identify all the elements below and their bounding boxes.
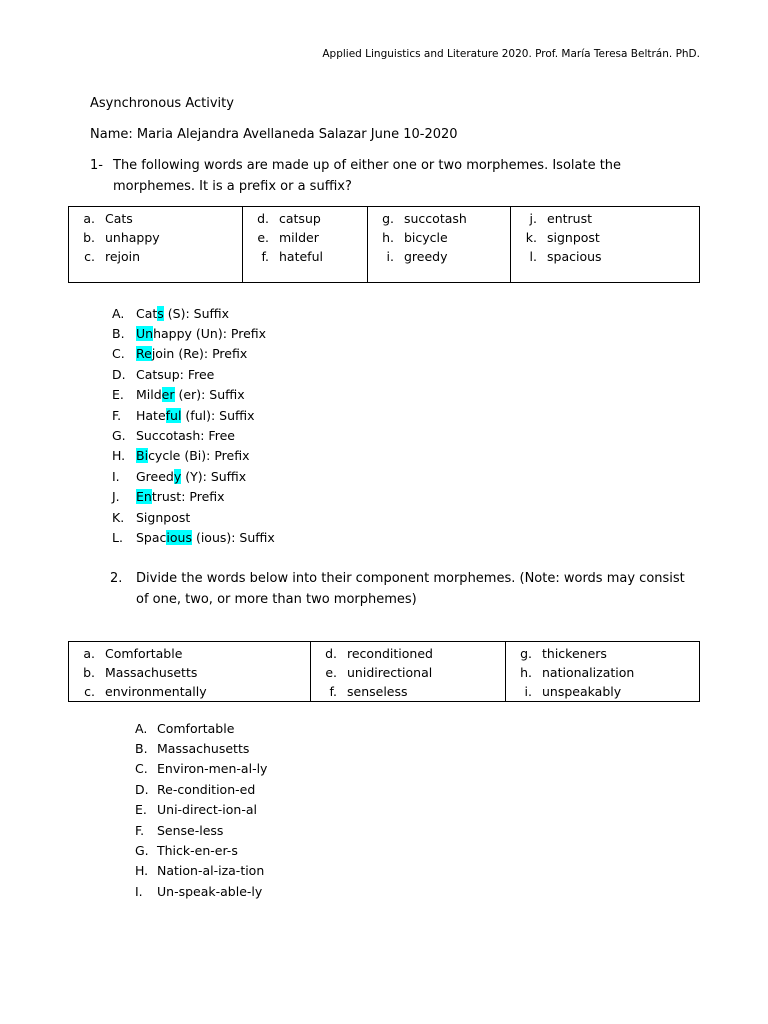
answer-1-text <box>136 367 214 382</box>
word-table-2-item-word: thickeners <box>542 646 607 661</box>
answer-2-text: Re-condition-ed <box>157 781 256 797</box>
answer-1-text-part: trust: Prefix <box>151 489 225 505</box>
word-table-1-item <box>69 247 242 266</box>
answer-1-text <box>136 326 266 341</box>
word-table-1-item-letter: e. <box>257 230 269 245</box>
word-table-1-item <box>243 209 367 228</box>
answer-1-text-part: Hate <box>136 407 166 423</box>
answer-2-item <box>135 840 267 860</box>
word-table-1 <box>68 206 700 283</box>
word-table-1-item <box>511 228 699 247</box>
word-table-1-item <box>511 247 699 266</box>
morpheme-highlight: s <box>157 305 164 321</box>
word-table-1-column <box>511 207 700 283</box>
answer-2-item <box>135 738 267 758</box>
word-table-1-item-word: rejoin <box>105 249 141 264</box>
word-table-1-item-word: milder <box>279 230 319 245</box>
answer-1-item <box>112 344 275 364</box>
word-table-1-item <box>243 228 367 247</box>
answer-1-item <box>112 405 275 425</box>
answer-1-letter: B. <box>112 326 125 342</box>
answer-2-text: Massachusetts <box>157 741 250 757</box>
word-table-1-item <box>368 228 510 247</box>
answer-2-text: Un-speak-able-ly <box>157 883 263 899</box>
word-table-2 <box>68 641 700 702</box>
word-table-2-item <box>311 663 505 682</box>
question-1 <box>90 155 702 197</box>
word-table-2-item-letter: f. <box>329 684 337 699</box>
morpheme-highlight: y <box>173 468 182 484</box>
word-table-2-item-word: environmentally <box>105 684 207 699</box>
answer-2-letter: D. <box>135 781 149 797</box>
morpheme-highlight: er <box>161 387 175 403</box>
answer-1-text-part: cycle (Bi): Prefix <box>148 448 250 464</box>
word-table-2-item <box>506 644 699 663</box>
word-table-1-item-letter: f. <box>261 249 269 264</box>
answer-2-text: Environ-men-al-ly <box>157 761 268 777</box>
word-table-2-item-word: reconditioned <box>347 646 433 661</box>
answer-1-item <box>112 487 275 507</box>
word-table-1-item-word: succotash <box>404 211 467 226</box>
answer-1-item <box>112 527 275 547</box>
answer-1-text <box>136 469 246 484</box>
answer-1-text-part: Catsup: Free <box>136 366 215 382</box>
answer-1-letter: I. <box>112 468 120 484</box>
word-table-1-item-word: signpost <box>547 230 600 245</box>
word-table-1-item-letter: l. <box>529 249 537 264</box>
answer-1-text <box>136 387 245 402</box>
question-1-text: The following words are made up of either one or two morphemes. Isolate the morphemes. It is a prefix or a suffix? <box>113 158 622 194</box>
answer-1-text-part: Succotash: Free <box>136 428 235 444</box>
word-table-2-item <box>506 663 699 682</box>
word-table-2-column <box>506 642 700 702</box>
answer-2-letter: H. <box>135 863 149 879</box>
answer-1-text-part: join (Re): Prefix <box>151 346 248 362</box>
word-table-2-item-word: unidirectional <box>347 665 433 680</box>
answer-1-letter: L. <box>112 529 123 545</box>
question-2-text: Divide the words below into their component morphemes. (Note: words may consist of one, two, or more than two morphemes) <box>136 571 685 607</box>
answer-1-letter: A. <box>112 305 125 321</box>
word-table-1-item-word: catsup <box>279 211 321 226</box>
word-table-1-item <box>368 209 510 228</box>
word-table-1-item-word: bicycle <box>404 230 448 245</box>
word-table-1-item-letter: d. <box>257 211 269 226</box>
answer-1-letter: H. <box>112 448 126 464</box>
answer-2-item <box>135 820 267 840</box>
word-table-2-item <box>69 682 310 701</box>
answer-1-letter: J. <box>112 489 120 505</box>
word-table-2-item-letter: h. <box>520 665 532 680</box>
word-table-2-item <box>69 644 310 663</box>
answer-2-letter: B. <box>135 741 148 757</box>
answer-2-letter: E. <box>135 802 147 818</box>
word-table-1-item-word: spacious <box>547 249 602 264</box>
answer-1-text-part: (Y): Suffix <box>181 468 247 484</box>
morpheme-highlight: ful <box>165 407 182 423</box>
answer-1-text-part: (S): Suffix <box>163 305 229 321</box>
answer-2-item <box>135 861 267 881</box>
word-table-1-item <box>69 209 242 228</box>
word-table-2-item <box>311 682 505 701</box>
answer-1-letter: G. <box>112 428 126 444</box>
answer-1-item <box>112 303 275 323</box>
student-name-line: Name: Maria Alejandra Avellaneda Salazar June 10-2020 <box>90 127 458 142</box>
word-table-1-item-letter: j. <box>529 211 537 226</box>
answer-1-item <box>112 364 275 384</box>
word-table-2-item <box>506 682 699 701</box>
word-table-1-column <box>368 207 511 283</box>
answer-1-item <box>112 507 275 527</box>
answer-1-text-part: (er): Suffix <box>174 387 245 403</box>
word-table-1-item-letter: i. <box>386 249 394 264</box>
morpheme-highlight: En <box>136 489 152 505</box>
answer-1-item <box>112 385 275 405</box>
word-table-2-item <box>311 644 505 663</box>
answer-2-text: Comfortable <box>157 720 235 736</box>
answer-1-text <box>136 448 249 463</box>
word-table-1-item <box>243 247 367 266</box>
answer-1-item <box>112 446 275 466</box>
answer-1-text-part: Greed <box>136 468 174 484</box>
word-table-1-column <box>69 207 243 283</box>
answer-2-item <box>135 800 267 820</box>
word-table-1-item-word: hateful <box>279 249 323 264</box>
answer-2-text: Thick-en-er-s <box>157 843 238 859</box>
word-table-2-item-word: Comfortable <box>105 646 183 661</box>
word-table-1-item <box>368 247 510 266</box>
word-table-1-item-word: unhappy <box>105 230 160 245</box>
question-2-number: 2. <box>110 571 123 586</box>
word-table-1-item-letter: h. <box>382 230 394 245</box>
answer-1-letter: F. <box>112 407 122 423</box>
word-table-1-column <box>243 207 368 283</box>
morpheme-highlight: Un <box>136 326 154 342</box>
answer-2-item <box>135 881 267 901</box>
word-table-2-item-letter: b. <box>83 665 95 680</box>
answer-1-text-part: Spac <box>136 529 167 545</box>
word-table-2-item <box>69 663 310 682</box>
answer-1-text-part: Mild <box>136 387 162 403</box>
question-1-number: 1- <box>90 158 103 173</box>
answer-2-item <box>135 718 267 738</box>
word-table-1-item-letter: a. <box>83 211 95 226</box>
word-table-2-item-letter: g. <box>520 646 532 661</box>
word-table-1-item-word: entrust <box>547 211 592 226</box>
answer-1-letter: K. <box>112 509 125 525</box>
word-table-1-item-word: greedy <box>404 249 448 264</box>
activity-title: Asynchronous Activity <box>90 96 234 111</box>
word-table-2-item-letter: i. <box>524 684 532 699</box>
answer-1-text <box>136 306 229 321</box>
answer-2-item <box>135 779 267 799</box>
answer-1-text <box>136 408 255 423</box>
word-table-2-item-letter: d. <box>325 646 337 661</box>
answer-1-letter: C. <box>112 346 125 362</box>
word-table-2-item-word: senseless <box>347 684 408 699</box>
word-table-2-item-letter: e. <box>325 665 337 680</box>
word-table-2-column <box>69 642 311 702</box>
answer-1-text-part: (ful): Suffix <box>181 407 255 423</box>
answer-1-text <box>136 428 235 443</box>
answer-1-letter: D. <box>112 366 126 382</box>
answer-2-letter: I. <box>135 883 143 899</box>
answer-1-item <box>112 323 275 343</box>
word-table-2-item-word: nationalization <box>542 665 635 680</box>
word-table-2-item-letter: a. <box>83 646 95 661</box>
answer-1-text <box>136 346 247 361</box>
word-table-1-item-word: Cats <box>105 211 133 226</box>
word-table-1-item-letter: b. <box>83 230 95 245</box>
answer-list-1 <box>112 303 275 548</box>
word-table-1-item <box>511 209 699 228</box>
word-table-1-item-letter: g. <box>382 211 394 226</box>
answer-1-letter: E. <box>112 387 124 403</box>
word-table-2-item-letter: c. <box>84 684 95 699</box>
word-table-2-item-word: unspeakably <box>542 684 622 699</box>
answer-1-text <box>136 489 225 504</box>
answer-2-letter: G. <box>135 843 149 859</box>
document-header: Applied Linguistics and Literature 2020. Prof. María Teresa Beltrán. PhD. <box>322 48 700 60</box>
answer-1-text-part: (ious): Suffix <box>191 529 275 545</box>
answer-2-letter: A. <box>135 720 148 736</box>
answer-1-item <box>112 425 275 445</box>
answer-2-text: Uni-direct-ion-al <box>157 802 257 818</box>
word-table-2-item-word: Massachusetts <box>105 665 198 680</box>
answer-1-text <box>136 510 190 525</box>
answer-2-letter: C. <box>135 761 148 777</box>
answer-list-2 <box>135 718 267 902</box>
answer-1-text-part: Cat <box>136 305 158 321</box>
answer-1-item <box>112 466 275 486</box>
answer-2-letter: F. <box>135 822 145 838</box>
word-table-2-column <box>311 642 506 702</box>
morpheme-highlight: Re <box>136 346 152 362</box>
question-2 <box>110 568 700 610</box>
morpheme-highlight: Bi <box>136 448 149 464</box>
word-table-1-item-letter: c. <box>84 249 95 264</box>
morpheme-highlight: ious <box>166 529 192 545</box>
answer-2-item <box>135 759 267 779</box>
word-table-1-item-letter: k. <box>525 230 537 245</box>
answer-1-text-part: happy (Un): Prefix <box>153 326 267 342</box>
answer-1-text <box>136 530 275 545</box>
answer-2-text: Sense-less <box>157 822 224 838</box>
answer-1-text-part: Signpost <box>136 509 191 525</box>
answer-2-text: Nation-al-iza-tion <box>157 863 265 879</box>
word-table-1-item <box>69 228 242 247</box>
